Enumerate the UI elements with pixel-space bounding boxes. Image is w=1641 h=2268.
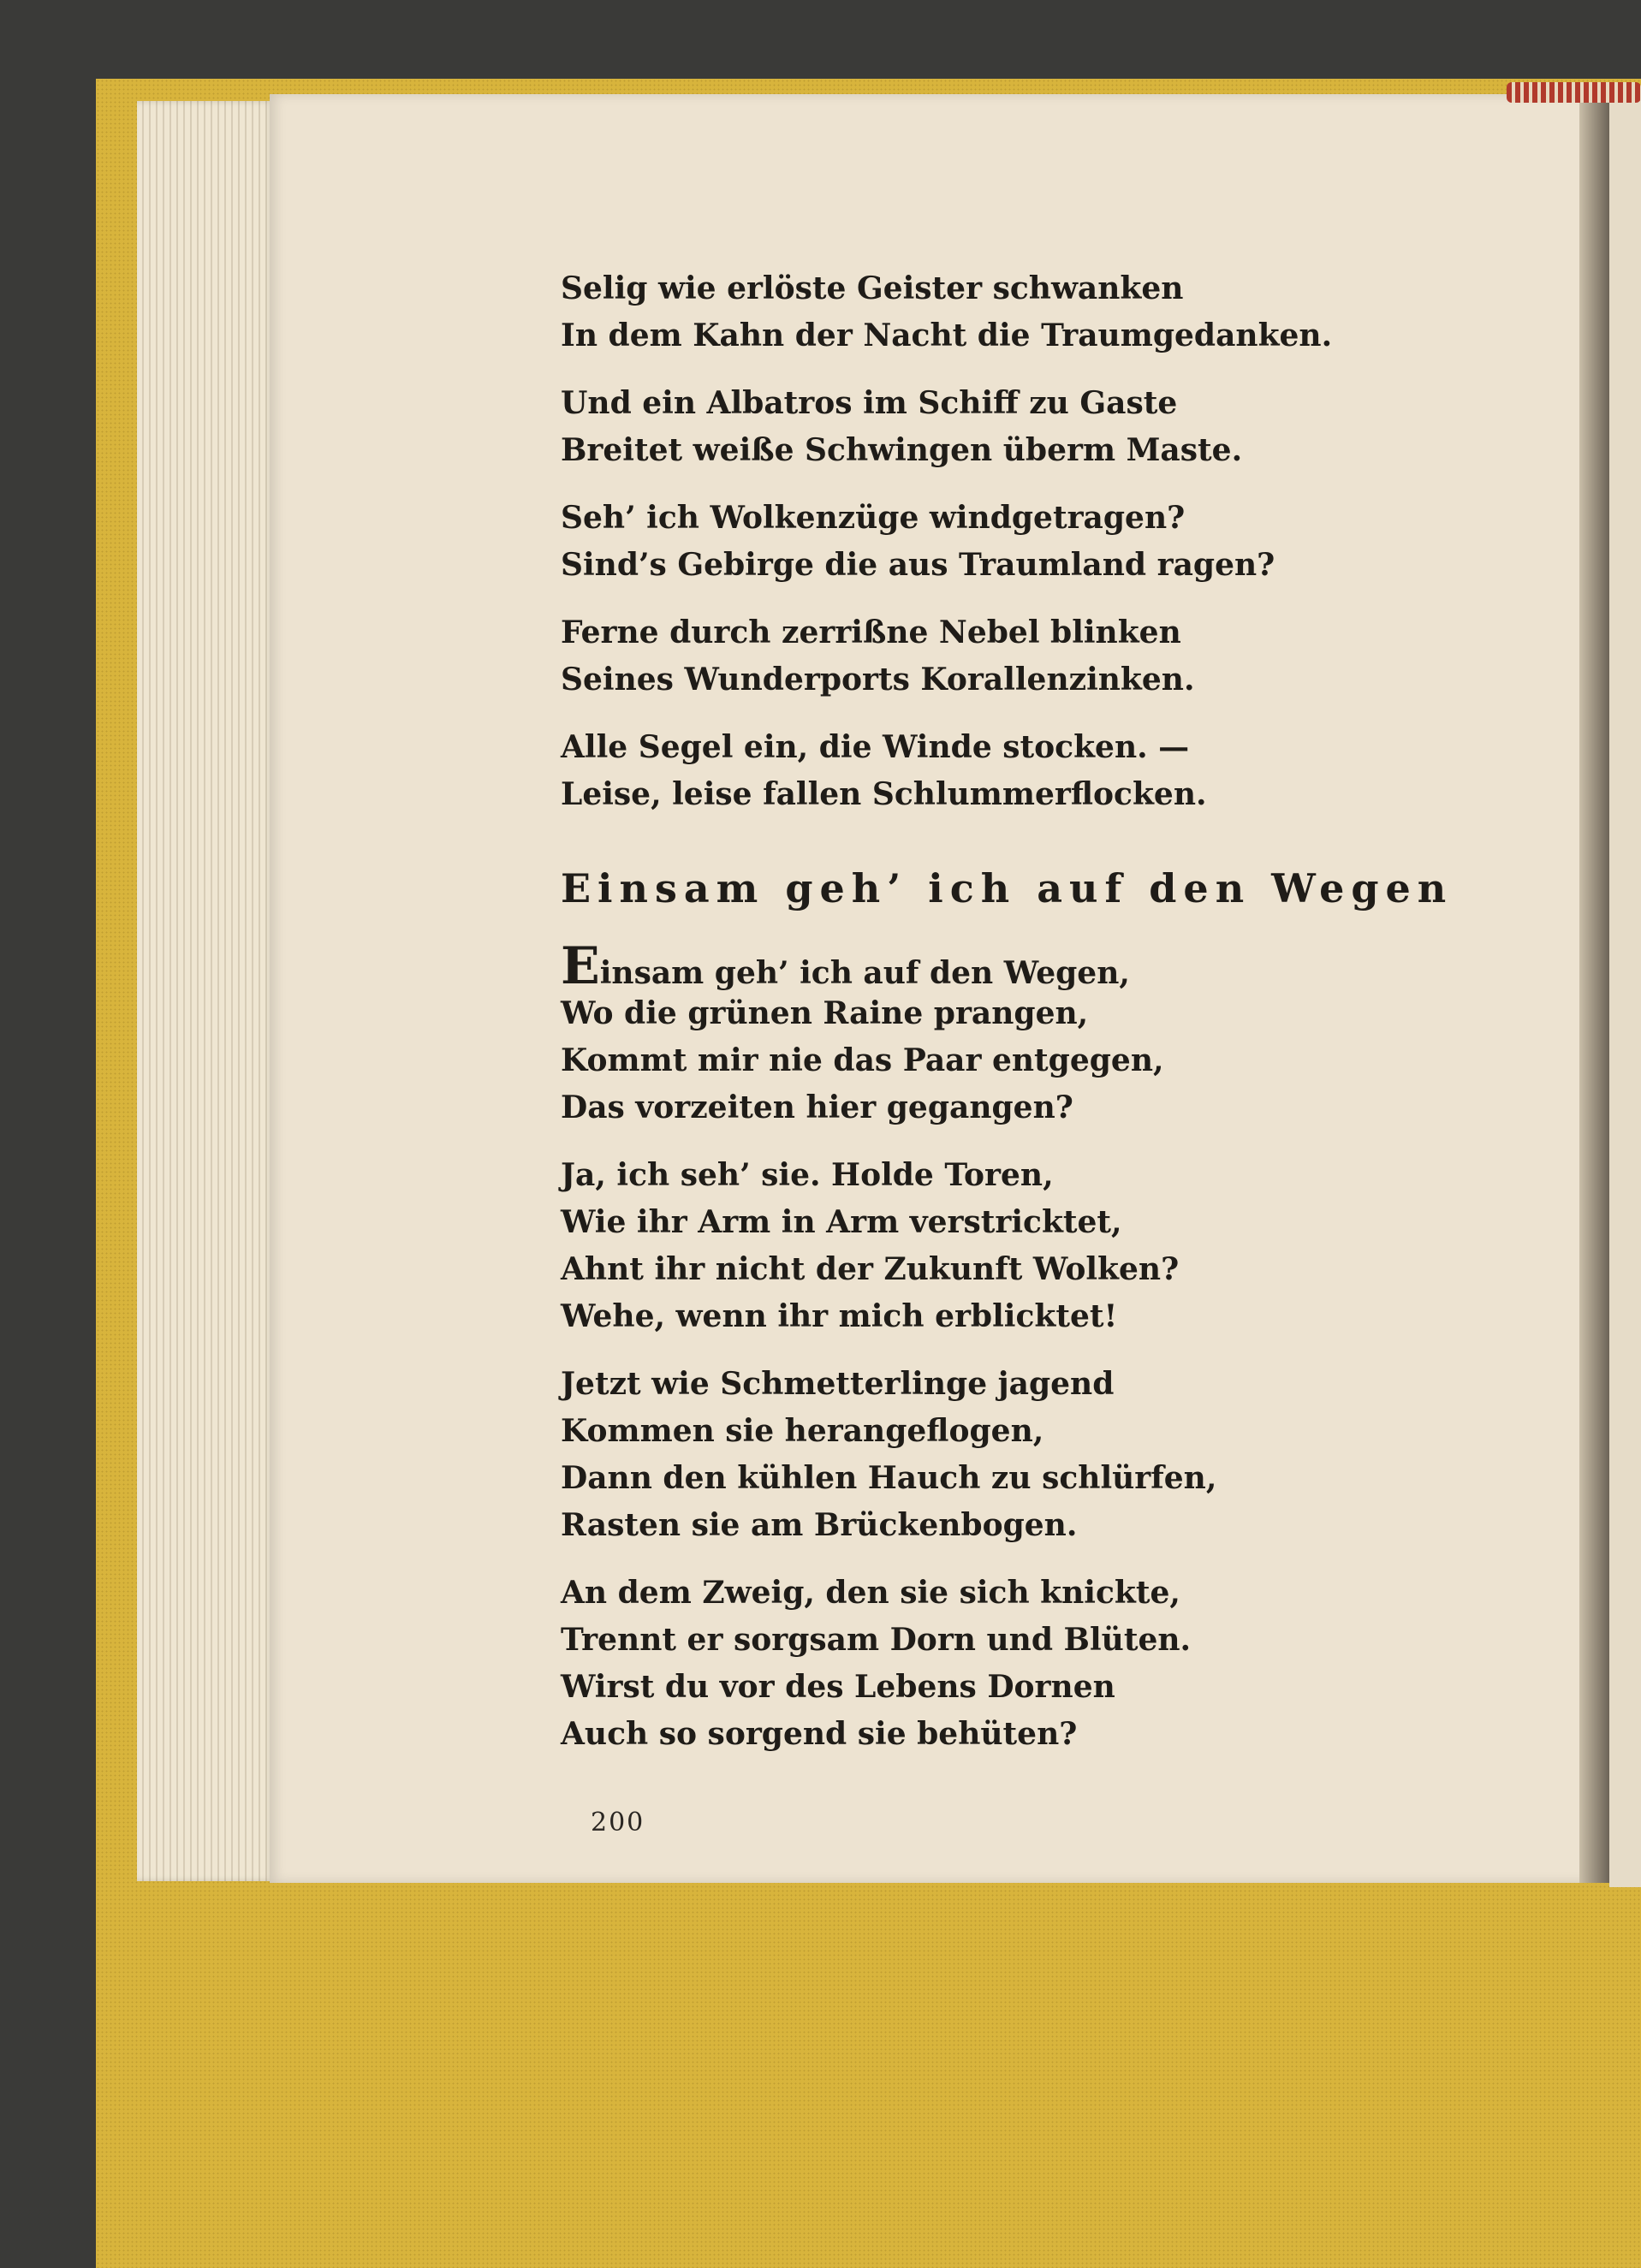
verse-line: Alle Segel ein, die Winde stocken. — — [561, 729, 1190, 765]
verse-line: Wirst du vor des Lebens Dornen — [561, 1669, 1115, 1705]
verse-line: Ahnt ihr nicht der Zukunft Wolken? — [561, 1251, 1180, 1287]
stanza — [561, 495, 1545, 589]
verse-line: In dem Kahn der Nacht die Traumgedanken. — [561, 318, 1333, 353]
stanza — [561, 265, 1545, 359]
stanza — [561, 1570, 1545, 1758]
verse-line: Trennt er sorgsam Dorn und Blüten. — [561, 1622, 1192, 1658]
verse-line: Wehe, wenn ihr mich erblicktet! — [561, 1298, 1118, 1334]
stanza — [561, 724, 1545, 818]
verse-line: Ferne durch zerrißne Nebel blinken — [561, 614, 1181, 650]
verse-line: Das vorzeiten hier gegangen? — [561, 1089, 1073, 1125]
stanza — [561, 936, 1545, 1131]
facing-page-edge — [1609, 90, 1641, 1887]
headband — [1507, 82, 1641, 103]
book-gutter — [1579, 94, 1614, 1883]
verse-line: Dann den kühlen Hauch zu schlürfen, — [561, 1460, 1217, 1496]
verse-line: Leise, leise fallen Schlummerflocken. — [561, 776, 1207, 812]
verse-line: Jetzt wie Schmetterlinge jagend — [561, 1366, 1115, 1402]
verse-line: Wo die grünen Raine prangen, — [561, 995, 1089, 1031]
verse-line: Selig wie erlöste Geister schwanken — [561, 270, 1184, 306]
verse-line: An dem Zweig, den sie sich knickte, — [561, 1575, 1180, 1611]
verse-line: Und ein Albatros im Schiff zu Gaste — [561, 385, 1178, 421]
verse-line: Auch so sorgend sie behüten? — [561, 1716, 1078, 1752]
verse-line: Kommt mir nie das Paar entgegen, — [561, 1042, 1164, 1078]
stanza — [561, 380, 1545, 474]
verse-line: Wie ihr Arm in Arm verstricktet, — [561, 1204, 1122, 1240]
stanza — [561, 1361, 1545, 1549]
drop-cap: E — [561, 936, 600, 996]
stanza — [561, 1152, 1545, 1340]
verse-line: Kommen sie herangeflogen, — [561, 1413, 1044, 1449]
verse-line — [561, 936, 1545, 996]
page-number: 200 — [591, 1808, 645, 1838]
verse-line: Breitet weiße Schwingen überm Maste. — [561, 432, 1243, 468]
verse-line: Sind’s Gebirge die aus Traumland ragen? — [561, 547, 1275, 583]
verse-line: Ja, ich seh’ sie. Holde Toren, — [561, 1157, 1054, 1193]
verse-line: Seines Wunderports Korallenzinken. — [561, 662, 1195, 698]
verse-line: Rasten sie am Brückenbogen. — [561, 1507, 1078, 1543]
poem-title: Einsam geh’ ich auf den Wegen — [561, 865, 1454, 911]
page-text — [561, 265, 1545, 1758]
page-edges — [137, 101, 274, 1881]
stanza — [561, 609, 1545, 704]
verse-line: Seh’ ich Wolkenzüge windgetragen? — [561, 500, 1186, 536]
verse-line-rest: insam geh’ ich auf den Wegen, — [599, 955, 1130, 991]
